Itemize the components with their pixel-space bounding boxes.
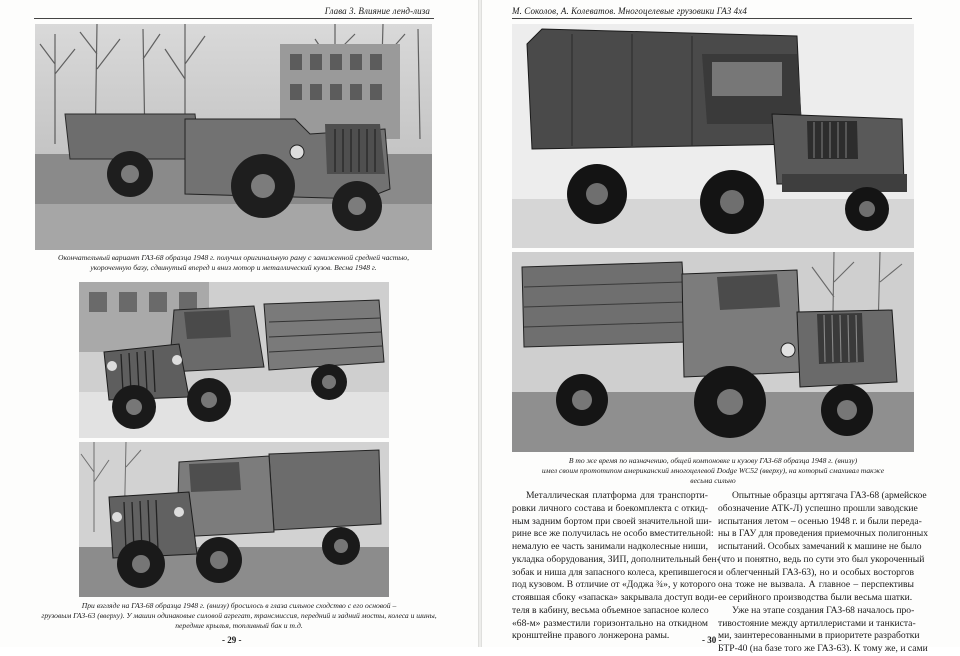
caption-line: Окончательный вариант ГАЗ-68 образца 1948 г. получил оригинальную раму с заниженной средней частью, <box>58 253 409 262</box>
text-line: ровки личного состава и боекомплекта с откид- <box>512 502 708 514</box>
text-line: ми, заинтересованными в приоритете разработки <box>718 630 920 642</box>
caption-line: В то же время по назначению, общей компоновке и кузову ГАЗ-68 образца 1948 г. (внизу) <box>568 456 858 465</box>
text-line: кронштейне правого лонжерона рамы. <box>512 630 670 642</box>
header-rule <box>34 18 434 19</box>
text-line: «68-м» разместили горизонтально на откидном <box>512 617 708 629</box>
text-line: ным задним бортом при своей значительной ши- <box>512 515 712 527</box>
photo-gaz63-truck <box>79 282 389 438</box>
text-line: она тоже не вызвала. А главное – перспективы <box>718 579 914 591</box>
running-header: Глава 3. Влияние ленд-лиза <box>324 6 430 16</box>
caption-photo-1 <box>35 253 432 273</box>
header-rule <box>512 18 912 19</box>
photo-gaz68-canvas-top <box>79 442 389 597</box>
text-line: испытаний. Особых замечаний к машине не было <box>718 541 922 552</box>
caption-photos-4-5 <box>512 456 914 486</box>
text-line: зобак и ниша для запасного колеса, крепившегося <box>512 566 717 578</box>
caption-photo-3 <box>20 601 458 631</box>
text-line: обозначение АТК-Л) успешно прошли заводские <box>718 502 918 514</box>
left-page <box>0 0 478 647</box>
caption-line: укороченную базу, сдвинутый вперед и вниз мотор и металлический кузов. Весна 1948 г. <box>90 263 377 273</box>
text-line: БТР-40 (на базе того же ГАЗ-63). К тому же, и сами <box>718 643 928 654</box>
text-line: Уже на этапе создания ГАЗ-68 началось про- <box>732 604 915 616</box>
text-line: под кузовом. В отличие от «Доджа ¾», у которого <box>512 579 716 591</box>
running-header: М. Соколов, А. Колеватов. Многоцелевые грузовики ГАЗ 4x4 <box>512 6 747 16</box>
caption-line: весьма сильно <box>690 476 736 486</box>
text-line: испытания летом – осенью 1948 г. и были переда- <box>718 515 922 527</box>
caption-line: При взгляде на ГАЗ-68 образца 1948 г. (внизу) бросилось в глаза сильное сходство с его основой – <box>81 601 397 610</box>
page-number: - 30 - <box>702 635 722 645</box>
text-line: Опытные образцы арттягача ГАЗ-68 (армейское <box>732 490 927 501</box>
text-line: и облегченный ГАЗ-63), но и особых восторгов <box>718 566 914 578</box>
photo-dodge-wc52 <box>512 24 914 248</box>
text-line: немалую ее часть занимали надколесные ниши, <box>512 541 708 552</box>
text-line: рине все же получилась не особо вместительной: <box>512 528 714 540</box>
caption-line: передние крылья, топливный бак и т.д. <box>175 621 303 631</box>
right-page <box>482 0 960 654</box>
text-line: Металлическая платформа для транспорти- <box>526 490 708 501</box>
text-line: теля в кабину, весьма объемное запасное колесо <box>512 604 709 616</box>
text-column-right <box>718 490 928 656</box>
text-line: стоявшая сбоку «запаска» закрывала доступ води- <box>512 592 718 603</box>
photo-gaz68-1948-canvas <box>512 252 914 452</box>
text-line: ны в ГАУ для проведения приемочных полигонных <box>718 528 928 540</box>
text-line: (что и понятно, ведь по сути это был укороченный <box>718 553 925 565</box>
text-line: ее серийного производства были весьма шатки. <box>718 592 913 603</box>
page-number: - 29 - <box>222 635 242 645</box>
caption-line: грузовым ГАЗ-63 (вверху). У машин одинаковые силовой агрегат, трансмиссия, передний и задний мосты, колеса и шины, <box>41 611 437 621</box>
caption-line: имел своим прототипом американский многоцелевой Dodge WC52 (вверху), на который смахивал также <box>541 466 885 476</box>
text-line: укладка оборудования, ЗИП, дополнительный бен- <box>512 553 720 565</box>
text-line: тивостояние между артиллеристами и танкиста- <box>718 617 916 629</box>
photo-gaz68-with-trailer <box>35 24 432 250</box>
